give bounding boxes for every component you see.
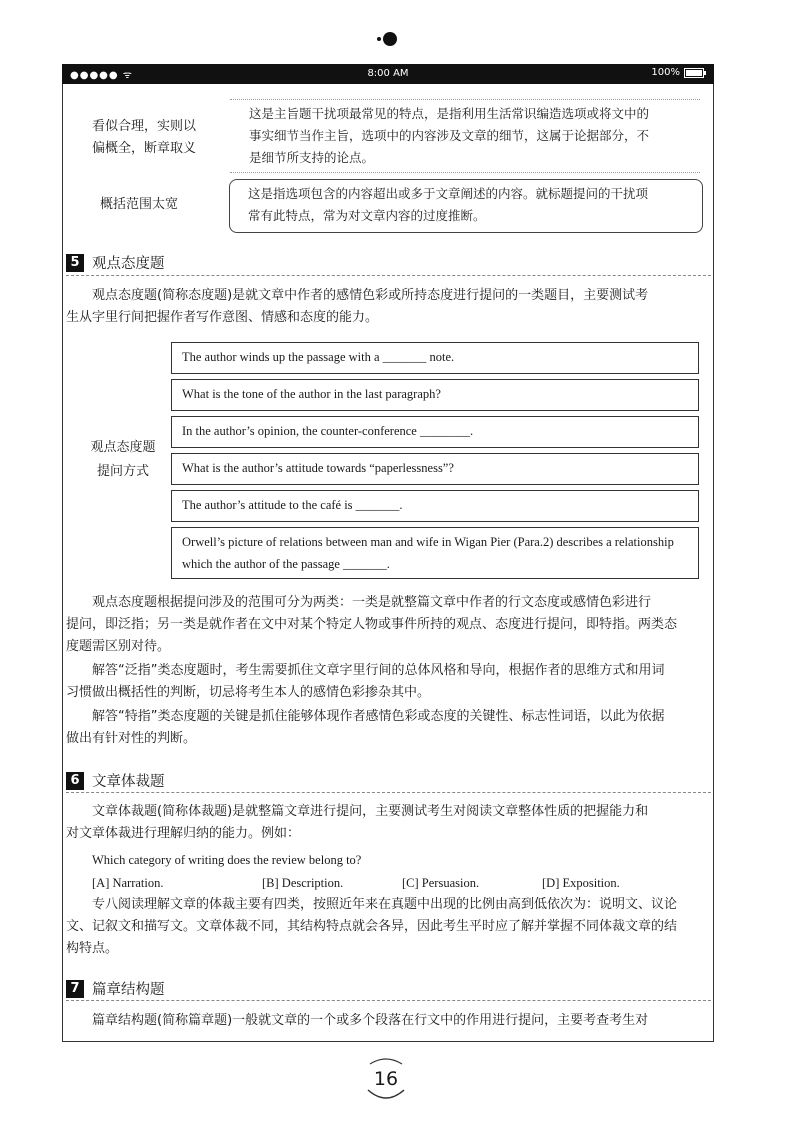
camera-dot-icon [375, 30, 399, 48]
status-bar [62, 64, 714, 84]
section-title: 文章体裁题 [92, 774, 165, 790]
section-heading [66, 252, 165, 273]
text-line: 做出有针对性的判断。 [66, 731, 197, 746]
text-line: 文章体裁题(简称体裁题)是就整篇文章进行提问，主要测试考生对阅读文章整体性质的把握能力和 [92, 804, 649, 819]
section-intro [66, 1010, 706, 1032]
battery-icon [684, 68, 704, 78]
paragraph [66, 894, 706, 960]
trap-text-line: 是细节所支持的论点。 [249, 150, 375, 165]
question-format-label [78, 436, 168, 484]
heading-rule [66, 792, 711, 793]
signal-indicator: ●●●●● ᯤ [70, 70, 133, 81]
divider [230, 99, 700, 100]
paragraph [66, 660, 706, 704]
section-number-badge: 5 [66, 254, 84, 272]
text-line: 文、记叙文和描写文。文章体裁不同，其结构特点就会各异，因此考生平时应了解并掌握不同体裁文章的结 [66, 919, 678, 934]
option-d: [D] Exposition. [542, 876, 620, 890]
page-number [364, 1054, 408, 1104]
battery-percent: 100% [651, 67, 680, 78]
trap-description [249, 103, 699, 169]
example-question: Which category of writing does the review belong to? [92, 853, 362, 867]
section-title: 篇章结构题 [92, 982, 165, 998]
status-time: 8:00 AM [367, 68, 409, 79]
section-number-badge: 7 [66, 980, 84, 998]
label-line: 提问方式 [96, 464, 149, 479]
text-line: 篇章结构题(简称篇章题)一般就文章的一个或多个段落在行文中的作用进行提问，主要考查考生对 [92, 1013, 649, 1028]
trap-text-line: 常有此特点，常为对文章内容的过度推断。 [248, 208, 486, 223]
text-line: 提问，即泛指；另一类是就作者在文中对某个特定人物或事件所持的观点、态度进行提问，即特指。两类态 [66, 617, 678, 632]
trap-label [100, 194, 178, 216]
heading-rule [66, 1000, 711, 1001]
text-line: 观点态度题根据提问涉及的范围可分为两类：一类是就整篇文章中作者的行文态度或感情色彩进行 [92, 595, 652, 610]
text-line: 生从字里行间把握作者写作意图、情感和态度的能力。 [66, 310, 379, 325]
text-line: 解答“特指”类态度题的关键是抓住能够体现作者感情色彩或态度的关键性、标志性词语，以此为依据 [92, 709, 665, 724]
trap-text-line: 这是指选项包含的内容超出或多于文章阐述的内容。就标题提问的干扰项 [248, 186, 649, 201]
section-heading [66, 770, 165, 791]
option-a: [A] Narration. [92, 876, 164, 890]
heading-rule [66, 275, 711, 276]
page-number-text: 16 [373, 1068, 399, 1090]
trap-label-line: 概括范围太宽 [100, 197, 179, 212]
text-line: 对文章体裁进行理解归纳的能力。例如： [66, 826, 301, 841]
text-line: 解答“泛指”类态度题时，考生需要抓住文章字里行间的总体风格和导向，根据作者的思维方式和用词 [92, 663, 665, 678]
section-number-badge: 6 [66, 772, 84, 790]
paragraph [66, 592, 706, 658]
text-line: 构特点。 [66, 941, 119, 956]
section-heading [66, 978, 165, 999]
question-box: Orwell’s picture of relations between man and wife in Wigan Pier (Para.2) describes a relationship which the author of the passage _______. [171, 527, 699, 579]
question-box: The author’s attitude to the café is _______. [171, 490, 699, 522]
question-box: What is the tone of the author in the last paragraph? [171, 379, 699, 411]
trap-text-line: 这是主旨题干扰项最常见的特点，是指利用生活常识编造选项或将文中的 [249, 106, 650, 121]
trap-label-line: 看似合理，实则以 [92, 119, 197, 134]
battery-indicator [651, 67, 704, 78]
text-line: 度题需区别对待。 [66, 639, 171, 654]
divider [230, 172, 700, 173]
question-box: What is the author’s attitude towards “paperlessness”? [171, 453, 699, 485]
section-intro [66, 285, 706, 329]
trap-text-line: 事实细节当作主旨，选项中的内容涉及文章的细节，这属于论据部分，不 [249, 128, 650, 143]
text-line: 专八阅读理解文章的体裁主要有四类，按照近年来在真题中出现的比例由高到低依次为：说明文、议论 [92, 897, 678, 912]
trap-label [92, 116, 196, 160]
option-b: [B] Description. [262, 876, 344, 890]
text-line: 观点态度题(简称态度题)是就文章中作者的感情色彩或所持态度进行提问的一类题目，主要测试考 [92, 288, 649, 303]
section-title: 观点态度题 [92, 256, 165, 272]
trap-label-line: 偏概全，断章取义 [92, 141, 197, 156]
label-line: 观点态度题 [90, 440, 156, 455]
question-box: The author winds up the passage with a _______ note. [171, 342, 699, 374]
trap-description [248, 183, 698, 227]
text-line: 习惯做出概括性的判断，切忌将考生本人的感情色彩掺杂其中。 [66, 685, 431, 700]
option-c: [C] Persuasion. [402, 876, 480, 890]
question-box: In the author’s opinion, the counter-conference ________. [171, 416, 699, 448]
section-intro [66, 801, 706, 845]
paragraph [66, 706, 706, 750]
